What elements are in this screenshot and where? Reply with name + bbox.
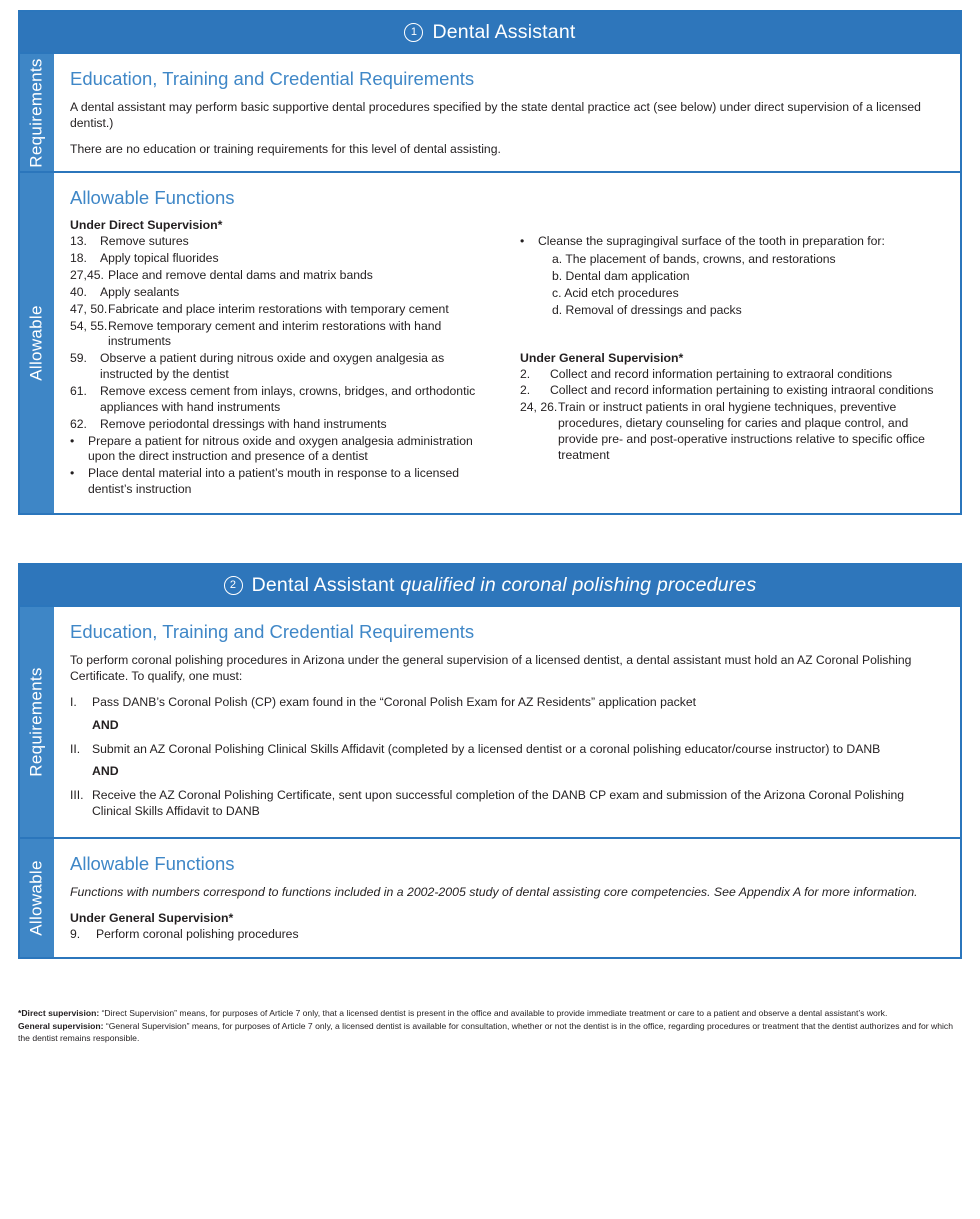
step-text: Pass DANB’s Coronal Polish (CP) exam found in the “Coronal Polish Exam for AZ Residents” application packet — [92, 695, 697, 710]
card-1-requirements-p2: There are no education or training requirements for this level of dental assisting. — [70, 142, 501, 157]
side-tab-requirements-2 — [20, 607, 54, 837]
card-2-requirements-section — [20, 605, 960, 837]
function-text: Remove excess cement from inlays, crowns, bridges, and orthodontic appliances with hand instruments — [100, 384, 476, 414]
list-item: a. The placement of bands, crowns, and restorations — [552, 252, 836, 267]
bullet-icon: • — [70, 433, 75, 448]
card-1-requirements-p1: A dental assistant may perform basic supportive dental procedures specified by the state dental practice act (see below) under direct supervision of a licensed dentist.) — [70, 100, 921, 131]
function-number: 24, 26. — [520, 400, 558, 415]
bullet-icon: • — [70, 466, 75, 481]
function-text: Prepare a patient for nitrous oxide and oxygen analgesia administration upon the direct instruction and presence of a dentist — [88, 433, 473, 464]
function-text: Place dental material into a patient’s mouth in response to a licensed dentist’s instruction — [88, 466, 460, 497]
card-1-general-function-list — [520, 367, 944, 464]
list-item — [70, 234, 494, 250]
side-tab-allowable-1-label: Allowable — [27, 305, 46, 381]
and-connector-2: AND — [92, 763, 119, 778]
function-number: 27,45. — [70, 268, 104, 282]
cleanse-sub-list — [538, 251, 944, 318]
card-2-requirements-title: Education, Training and Credential Requirements — [70, 621, 475, 643]
function-text: Apply topical fluorides — [100, 251, 219, 266]
card-1-direct-function-list — [70, 234, 494, 498]
bullet-icon: • — [520, 234, 525, 249]
list-item: c. Acid etch procedures — [552, 286, 679, 301]
function-number: 9. — [70, 927, 81, 942]
function-text: Fabricate and place interim restorations with temporary cement — [108, 301, 449, 316]
card-1-header — [20, 12, 960, 52]
step-text: Submit an AZ Coronal Polishing Clinical Skills Affidavit (completed by a licensed dentist or a coronal polishing educator/course instructor) to DANB — [92, 741, 881, 756]
list-item — [70, 251, 494, 267]
list-item — [70, 351, 494, 383]
card-2-general-function-list — [70, 927, 944, 943]
function-text: Train or instruct patients in oral hygiene techniques, preventive procedures, dietary counseling for caries and plaque control, and provide pre- and post-operative instructions relative to specific office treatment — [558, 400, 925, 462]
card-2-qualification-steps-2 — [70, 741, 944, 757]
function-text: Collect and record information pertaining to extraoral conditions — [550, 366, 893, 381]
card-1-allowable-left-column — [70, 218, 494, 499]
function-number: 61. — [70, 384, 87, 399]
function-number: 2. — [520, 383, 531, 398]
badge-number-icon: 1 — [404, 23, 423, 42]
footnote-label: General supervision: — [18, 1021, 104, 1032]
function-text-group — [538, 234, 944, 319]
card-1-allowable-right-column — [520, 218, 944, 499]
step-text: Receive the AZ Coronal Polishing Certificate, sent upon successful completion of the DANB CP exam and submission of the Arizona Coronal Polishing Clinical Skills Affidavit to DANB — [92, 787, 905, 819]
card-1-title: Dental Assistant — [432, 20, 576, 43]
function-number: 18. — [70, 251, 87, 266]
list-item — [70, 466, 494, 498]
list-item — [70, 285, 494, 301]
list-item — [70, 434, 494, 466]
roman-numeral: III. — [70, 787, 84, 802]
card-1-requirements-section — [20, 52, 960, 171]
function-text: Remove sutures — [100, 234, 189, 249]
function-number: 59. — [70, 351, 87, 366]
function-text: Cleanse the supragingival surface of the tooth in preparation for: — [538, 234, 885, 249]
badge-number-icon: 2 — [224, 576, 243, 595]
roman-numeral: I. — [70, 695, 77, 710]
list-item — [520, 383, 944, 399]
footnotes — [18, 1007, 962, 1045]
list-item — [70, 268, 494, 284]
function-number: 54, 55. — [70, 318, 108, 333]
side-tab-allowable-1 — [20, 173, 54, 513]
card-1-general-supervision-heading: Under General Supervision* — [520, 350, 684, 365]
card-1-allowable-body — [54, 173, 960, 513]
list-item — [520, 234, 944, 319]
spacer — [520, 321, 944, 351]
card-1-direct-supervision-heading: Under Direct Supervision* — [70, 218, 223, 233]
list-item: d. Removal of dressings and packs — [552, 303, 742, 318]
card-dental-assistant-coronal-polishing — [18, 563, 962, 959]
roman-numeral: II. — [70, 741, 81, 756]
side-tab-requirements-1-label: Requirements — [27, 57, 46, 168]
card-2-requirements-body — [54, 607, 960, 837]
function-text: Perform coronal polishing procedures — [96, 927, 299, 942]
card-2-allowable-body — [54, 839, 960, 957]
side-tab-allowable-2 — [20, 839, 54, 957]
function-number: 13. — [70, 234, 87, 249]
footnote-direct-supervision — [18, 1007, 962, 1019]
card-1-cleanse-bullet-list — [520, 234, 944, 319]
list-item — [70, 694, 944, 710]
list-item — [520, 400, 944, 463]
function-text: Apply sealants — [100, 284, 180, 299]
and-connector-1: AND — [92, 717, 119, 732]
card-2-qualification-steps-3 — [70, 787, 944, 820]
function-text: Place and remove dental dams and matrix bands — [108, 268, 373, 282]
footnote-label: *Direct supervision: — [18, 1008, 100, 1019]
card-2-general-supervision-heading: Under General Supervision* — [70, 911, 234, 926]
side-tab-requirements-1 — [20, 54, 54, 171]
list-item — [70, 741, 944, 757]
function-number: 2. — [520, 366, 531, 381]
function-text: Collect and record information pertaining to existing intraoral conditions — [550, 383, 934, 398]
card-1-allowable-title: Allowable Functions — [70, 187, 235, 209]
side-tab-allowable-2-label: Allowable — [27, 860, 46, 936]
function-number: 62. — [70, 416, 87, 431]
card-2-allowable-note: Functions with numbers correspond to functions included in a 2002-2005 study of dental assisting core competencies. See Appendix A for more information. — [70, 884, 918, 899]
card-2-qualification-steps — [70, 694, 944, 710]
card-dental-assistant — [18, 10, 962, 515]
list-item: b. Dental dam application — [552, 269, 690, 284]
side-tab-requirements-2-label: Requirements — [27, 667, 46, 777]
footnote-general-supervision — [18, 1020, 962, 1044]
card-2-title: Dental Assistant qualified in coronal polishing procedures — [251, 573, 757, 596]
footnote-text: “Direct Supervision” means, for purposes of Article 7 only, that a licensed dentist is present in the office and available to provide immediate treatment or care to a patient and observe a dental assistant’s work. — [99, 1008, 888, 1019]
card-1-allowable-columns — [70, 218, 944, 499]
function-text: Observe a patient during nitrous oxide and oxygen analgesia as instructed by the dentist — [100, 351, 445, 382]
card-2-title-italic: qualified in coronal polishing procedures — [400, 573, 757, 596]
list-item — [70, 927, 944, 943]
card-1-requirements-title: Education, Training and Credential Requirements — [70, 68, 475, 89]
list-item — [70, 384, 494, 416]
list-item — [70, 787, 944, 820]
card-2-header — [20, 565, 960, 605]
card-2-allowable-title: Allowable Functions — [70, 852, 235, 874]
list-item — [70, 417, 494, 433]
footnote-text: “General Supervision” means, for purposes of Article 7 only, a licensed dentist is available for consultation, whether or not the dentist is in the office, regarding procedures or treatment that the dentist authorizes and for which the dentist remains responsible. — [18, 1021, 953, 1044]
list-item — [520, 367, 944, 383]
card-1-requirements-body — [54, 54, 960, 171]
function-text: Remove periodontal dressings with hand instruments — [100, 416, 387, 431]
card-2-requirements-intro: To perform coronal polishing procedures in Arizona under the general supervision of a licensed dentist, a dental assistant must hold an AZ Coronal Polishing Certificate. To qualify, one must: — [70, 653, 912, 684]
card-2-allowable-section — [20, 837, 960, 957]
function-number: 40. — [70, 284, 87, 299]
card-1-allowable-section — [20, 171, 960, 513]
list-item — [70, 319, 494, 351]
function-number: 47, 50. — [70, 301, 108, 316]
function-text: Remove temporary cement and interim restorations with hand instruments — [108, 318, 442, 349]
list-item — [70, 302, 494, 318]
